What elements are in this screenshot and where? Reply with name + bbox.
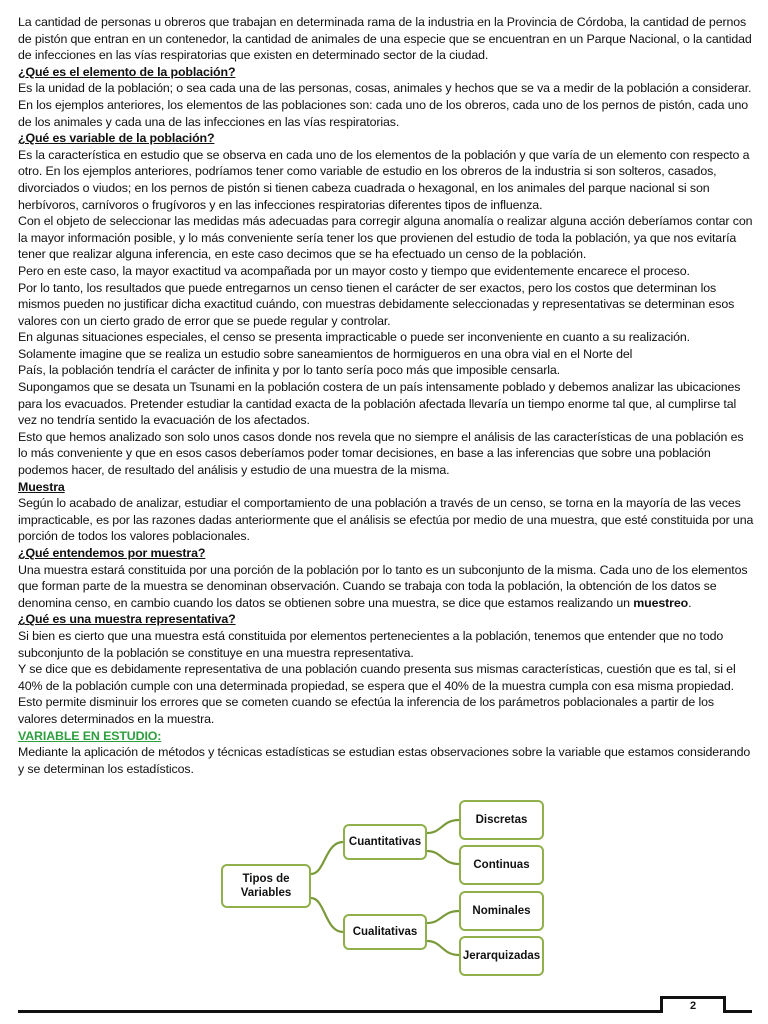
footer-rule <box>18 1010 752 1013</box>
section-heading: ¿Qué es variable de la población? <box>18 131 215 146</box>
leaf-node-label: Continuas <box>473 859 530 871</box>
section-heading: ¿Qué entendemos por muestra? <box>18 546 206 560</box>
page-number: 2 <box>689 1000 697 1012</box>
paragraph-text: Una muestra estará constituida por una porción de la población por lo tanto es un subconjunto de la misma. Cada uno de los elementos que forman parte de la muestra se denominan observación. Cuando se trabaja con toda la población, la obtención de los datos se denomina censo, en cambio cuando los datos se obtienen sobre una muestra, se dice que estamos realizando un <box>18 562 748 610</box>
leaf-node-label: Jerarquizadas <box>462 950 541 962</box>
paragraph: La cantidad de personas u obreros que trabajan en determinada rama de la industria en la Provincia de Córdoba, la cantidad de pernos de pistón que entran en un contenedor, la cantidad de animales de una especie que se encuentran en un Parque Nacional, o la cantidad de infecciones en las vías respiratorias que existen en determinado sector de la ciudad. <box>18 15 752 63</box>
paragraph: Si bien es cierto que una muestra está constituida por elementos pertenecientes a la población, tenemos que entender que no todo subconjunto de la población se constituye en una muestra representativa. <box>18 628 724 660</box>
section-heading: ¿Qué es el elemento de la población? <box>18 64 236 79</box>
paragraph: Mediante la aplicación de métodos y técnicas estadísticas se estudian estas observaciones sobre la variable que estamos considerando y se determinan los estadísticos. <box>18 745 751 776</box>
root-node-label: Tipos de Variables <box>240 873 292 899</box>
connector-cuantitativas-discretas <box>427 820 459 833</box>
paragraph: Esto que hemos analizado son solo unos casos donde nos revela que no siempre el análisis de las características de una población es lo más conveniente y que en esos casos deberíamos poder tomar decisiones, en base a las inferencias que sobre una población podemos hacer, de resultado del análisis y estudio de una muestra de la misma. <box>18 429 744 478</box>
connector-root-cuantitativas <box>311 842 343 874</box>
connector-cualitativas-jerarquizadas <box>427 941 459 955</box>
paragraph: Pero en este caso, la mayor exactitud va acompañada por un mayor costo y tiempo que evidentemente encarece el proceso. <box>18 263 690 278</box>
paragraph: Solamente imagine que se realiza un estudio sobre saneamientos de hormigueros en una obra vial en el Norte del <box>18 346 633 361</box>
paragraph: Es la característica en estudio que se observa en cada uno de los elementos de la población y que varía de un elemento con respecto a otro. En los ejemplos anteriores, podríamos tener como variable de estudio en los obreros de la industria si son solteros, casados, divorciados o viudos; en los pernos de pistón si tienen cabeza cuadrada o hexagonal, en los animales del parque nacional si son herbívoros, carnívoros o frugívoros y en las infecciones respiratorias diferentes tipos de influenza. <box>18 147 750 212</box>
bold-term: muestreo <box>633 595 689 610</box>
page-number-tab <box>660 996 726 1013</box>
paragraph: Según lo acabado de analizar, estudiar el comportamiento de una población a través de un censo, se torna en la mayoría de las veces impracticable, es por las razones dadas anteriormente que el análisis se efectúa por medio de una muestra, que esté constituida por una porción de todos los valores poblacionales. <box>18 496 754 544</box>
branch-node-cualitativas <box>343 914 427 950</box>
leaf-node-label: Discretas <box>475 814 528 826</box>
section-heading: Muestra <box>18 479 65 494</box>
leaf-node-discretas <box>459 800 544 840</box>
paragraph: Por lo tanto, los resultados que puede entregarnos un censo tienen el carácter de ser exactos, pero los costos que determinan los mismos pueden no justificar dicha exactitud cuándo, con muestras debidamente seleccionadas y representativas se determinan esos valores con un cierto grado de error que se puede regular y controlar. <box>18 280 735 328</box>
leaf-node-continuas <box>459 845 544 885</box>
paragraph: Con el objeto de seleccionar las medidas más adecuadas para corregir alguna anomalía o realizar alguna acción deberíamos contar con la mayor información posible, y lo más conveniente sería tener los que provienen del estudio de toda la población, ya que nos evitaría tener que realizar alguna inferencia, en este caso decimos que se ha efectuado un censo de la población. <box>18 214 753 262</box>
branch-node-label: Cuantitativas <box>348 836 422 848</box>
paragraph: Esto permite disminuir los errores que se cometen cuando se efectúa la inferencia de los parámetros poblacionales a partir de los valores determinados en la muestra. <box>18 695 714 726</box>
paragraph: País, la población tendría el carácter de infinita y por lo tanto sería poco más que imposible censarla. <box>18 363 560 378</box>
paragraph: Supongamos que se desata un Tsunami en la población costera de un país intensamente poblado y debemos analizar las ubicaciones para los evacuados. Pretender estudiar la cantidad exacta de la población afectada llevaría un tiempo enorme tal que, al cumplirse tal vez no tendría sentido la evacuación de los afectados. <box>18 380 741 428</box>
connector-root-cualitativas <box>311 898 343 932</box>
paragraph-text: . <box>688 595 692 610</box>
section-heading-green: VARIABLE EN ESTUDIO: <box>18 728 162 743</box>
connector-cualitativas-nominales <box>427 911 459 923</box>
leaf-node-jerarquizadas <box>459 936 544 976</box>
leaf-node-label: Nominales <box>472 905 531 917</box>
paragraph: Y se dice que es debidamente representativa de una población cuando presenta sus mismas características, cuestión que es tal, si el 40% de la población cumple con una determinada propiedad, se espera que el 40% de la muestra cumpla con esa misma propiedad. <box>18 662 736 693</box>
branch-node-cuantitativas <box>343 824 427 860</box>
paragraph: En algunas situaciones especiales, el censo se presenta impracticable o puede ser inconveniente en cuanto a su realización. <box>18 330 690 345</box>
branch-node-label: Cualitativas <box>352 926 418 938</box>
root-node <box>221 864 311 908</box>
document-body <box>18 14 754 777</box>
section-heading: ¿Qué es una muestra representativa? <box>18 612 236 627</box>
paragraph <box>18 562 754 612</box>
connector-cuantitativas-continuas <box>427 851 459 864</box>
paragraph: Es la unidad de la población; o sea cada una de las personas, cosas, animales y hechos que se va a medir de la población a considerar. En los ejemplos anteriores, los elementos de las poblaciones son: cada uno de los obreros, cada uno de los pernos de pistón, cada uno de los animales y cada una de las infecciones en las vías respiratorias. <box>18 81 752 129</box>
leaf-node-nominales <box>459 891 544 931</box>
